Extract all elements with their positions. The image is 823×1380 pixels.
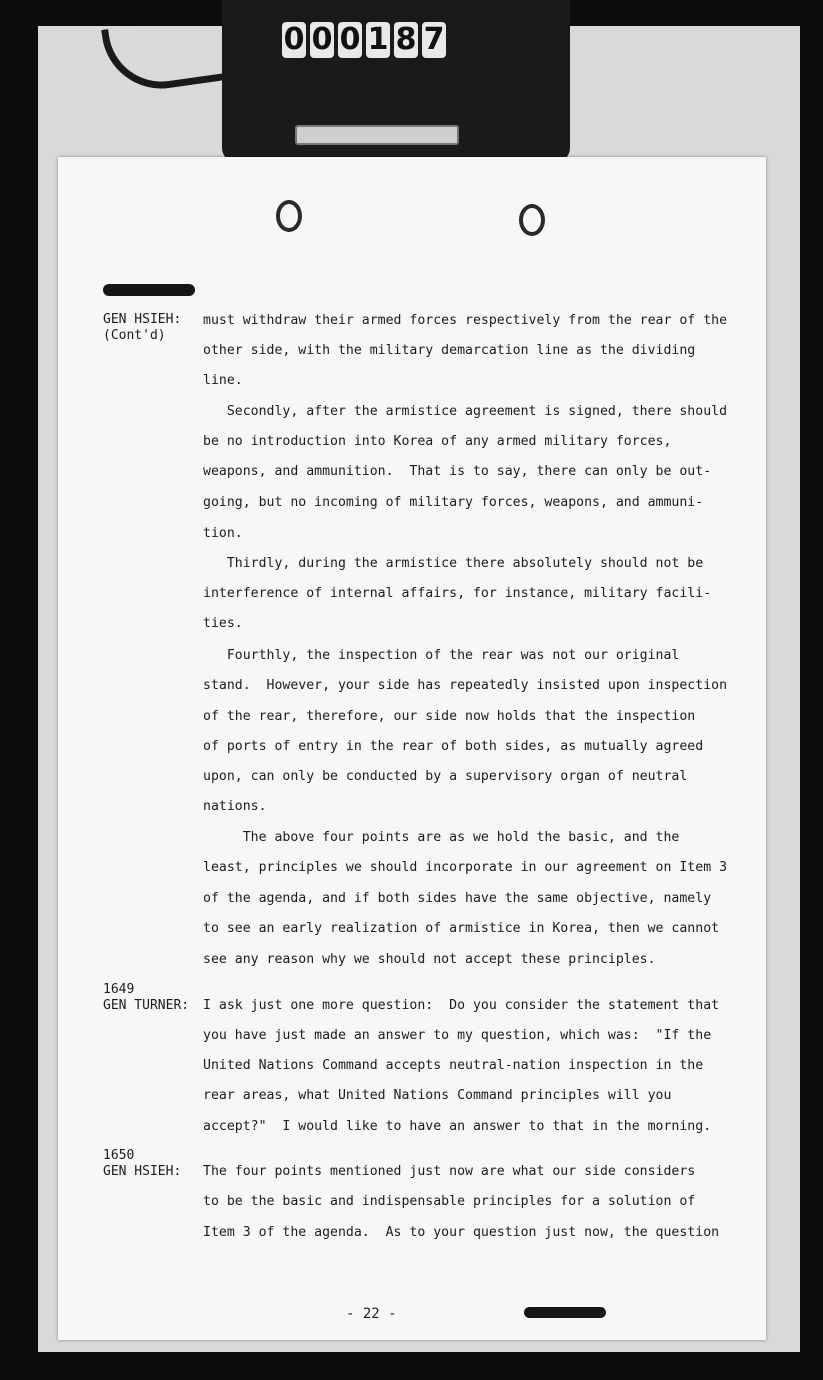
- text-line: accept?" I would like to have an answer to that in the morning.: [203, 1119, 712, 1134]
- text-line: of ports of entry in the rear of both sides, as mutually agreed: [203, 739, 704, 754]
- text-line: see any reason why we should not accept these principles.: [203, 952, 656, 967]
- speaker-name: GEN HSIEH:: [103, 1164, 182, 1179]
- punch-hole: [276, 200, 302, 232]
- counter-digit: 0: [339, 22, 361, 57]
- redacted-classification-mark-footer: [524, 1307, 606, 1318]
- counter-digit: 7: [423, 22, 445, 57]
- text-line: least, principles we should incorporate in our agreement on Item 3: [203, 860, 728, 875]
- speaker-time: 1650: [103, 1148, 135, 1163]
- text-line: I ask just one more question: Do you consider the statement that: [203, 998, 720, 1013]
- paper-clip: [295, 125, 459, 145]
- text-line: Thirdly, during the armistice there absolutely should not be: [203, 556, 704, 571]
- counter-digit: 8: [395, 22, 417, 57]
- page-number: - 22 -: [346, 1306, 397, 1322]
- text-line: upon, can only be conducted by a supervisory organ of neutral: [203, 769, 688, 784]
- text-line: be no introduction into Korea of any armed military forces,: [203, 434, 672, 449]
- redacted-classification-mark: [103, 284, 195, 296]
- text-line: The above four points are as we hold the basic, and the: [203, 830, 680, 845]
- counter-digit: 1: [367, 22, 389, 57]
- text-line: going, but no incoming of military forces, weapons, and ammuni-: [203, 495, 704, 510]
- text-line: interference of internal affairs, for instance, military facili-: [203, 586, 712, 601]
- text-line: of the rear, therefore, our side now holds that the inspection: [203, 709, 696, 724]
- text-line: Item 3 of the agenda. As to your question just now, the question: [203, 1225, 720, 1240]
- text-line: ties.: [203, 616, 243, 631]
- text-line: stand. However, your side has repeatedly insisted upon inspection: [203, 678, 728, 693]
- text-line: line.: [203, 373, 243, 388]
- text-line: must withdraw their armed forces respectively from the rear of the: [203, 313, 728, 328]
- counter-digit: 0: [311, 22, 333, 57]
- text-line: rear areas, what United Nations Command principles will you: [203, 1088, 672, 1103]
- text-line: Secondly, after the armistice agreement is signed, there should: [203, 404, 728, 419]
- text-line: The four points mentioned just now are what our side considers: [203, 1164, 696, 1179]
- speaker-name: GEN TURNER:: [103, 998, 190, 1013]
- speaker-time: 1649: [103, 982, 135, 997]
- text-line: weapons, and ammunition. That is to say, there can only be out-: [203, 464, 712, 479]
- text-line: to see an early realization of armistice in Korea, then we cannot: [203, 921, 720, 936]
- counter-digit: 0: [283, 22, 305, 57]
- text-line: Fourthly, the inspection of the rear was not our original: [203, 648, 680, 663]
- text-line: to be the basic and indispensable principles for a solution of: [203, 1194, 696, 1209]
- text-line: you have just made an answer to my question, which was: "If the: [203, 1028, 712, 1043]
- punch-hole: [519, 204, 545, 236]
- speaker-name: GEN HSIEH:: [103, 312, 182, 327]
- text-line: United Nations Command accepts neutral-nation inspection in the: [203, 1058, 704, 1073]
- text-line: other side, with the military demarcation line as the dividing: [203, 343, 696, 358]
- text-line: of the agenda, and if both sides have the same objective, namely: [203, 891, 712, 906]
- speaker-note: (Cont'd): [103, 328, 166, 343]
- text-line: nations.: [203, 799, 267, 814]
- frame-counter: [282, 22, 446, 62]
- text-line: tion.: [203, 526, 243, 541]
